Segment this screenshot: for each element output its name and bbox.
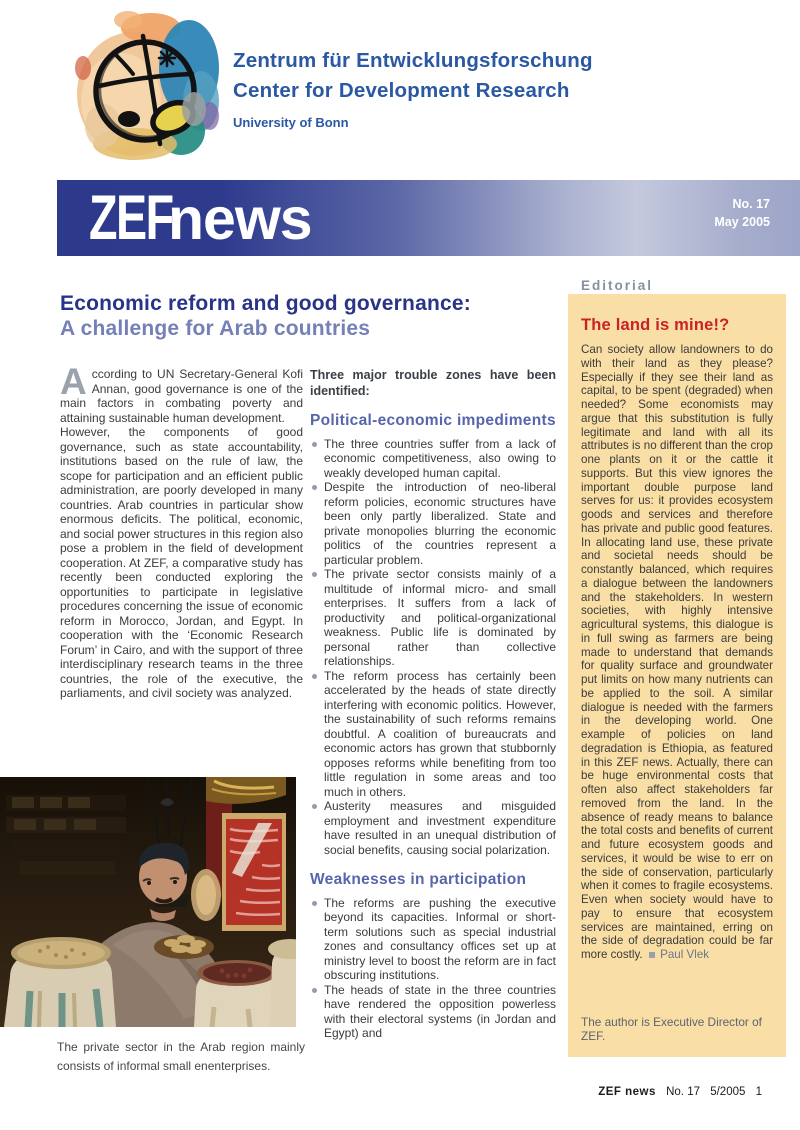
footer-brand: ZEF news <box>598 1086 656 1098</box>
bullet-item: The heads of state in the three countries have rendered the opposition powerless with their electoral systems (in Jordan and Egypt) and <box>310 983 556 1041</box>
photo-caption: The private sector in the Arab region mainly consists of informal small enenterprises. <box>57 1040 305 1073</box>
editorial-author: Paul Vlek <box>660 948 710 961</box>
dropcap: A <box>60 367 87 402</box>
newsletter-title <box>57 182 312 253</box>
article-left-column <box>60 367 303 749</box>
masthead <box>233 46 593 130</box>
section-heading-participation: Weaknesses in participation <box>310 871 527 888</box>
bullet-item: Austerity measures and misguided employment and investment expenditure have resulted in an unequal distribution of social benefits, causing social polarization. <box>310 799 556 857</box>
issue-date: May 2005 <box>714 215 770 229</box>
bullet-item: The reforms are pushing the executive beyond its capacities. Informal or short-term solutions such as special industrial zones and consultancy offices set up at ministry level to boost the reform are in fact obscuring institutions. <box>310 896 556 983</box>
article-paragraph-2: However, the components of good governance, such as state accountability, institutions based on the rule of law, the scope for participation and an efficient public administration, are poorly developed in many countries. Arab countries in particular show enormous deficits. The political, economic, and social power structures in this region also pose a problem in the field of development cooperation. At ZEF, a comparative study has recently been conducted exploring the opportunities to participate in legislative procedures concerning the issue of economic reform in Morocco, Jordan, and Egypt. In cooperation with the ‘Economic Research Forum’ in Cairo, and with the support of three interdisciplinary research teams in the three countries, the role of the executive, the parliaments, and civil society was analyzed. <box>60 425 303 700</box>
newsletter-banner <box>57 180 800 256</box>
footer-page-number: 1 <box>755 1086 762 1098</box>
trouble-zones-intro: Three major trouble zones have been identified: <box>310 368 556 398</box>
article-title-line2: A challenge for Arab countries <box>60 317 371 340</box>
footer-date: 5/2005 <box>710 1086 746 1098</box>
bullet-item: The reform process has certainly been accelerated by the heads of state directly interfering with economic politics. However, the sustainability of such reforms remains doubtful. A coalition of bureaucrats and economic actors has grown that stubbornly opposes reforms while benefiting from too little regulation in some areas and too much in others. <box>310 669 556 800</box>
editorial-author-note: The author is Executive Director of ZEF. <box>581 1015 762 1043</box>
section-heading-political: Political-economic impediments <box>310 412 556 429</box>
editorial-label: Editorial <box>581 278 654 293</box>
paragraph-1-text: ccording to UN Secretary-General Kofi Annan, good governance is one of the main factors in combating poverty and attaining sustainable human development. <box>60 367 303 425</box>
bullet-item: Despite the introduction of neo-liberal reform policies, economic structures have been only partly liberalized. State and private monopolies blurring the economic politics of the countries represent a particular problem. <box>310 480 556 567</box>
square-marker-icon <box>649 952 655 958</box>
bullet-item: The three countries suffer from a lack of economic competitiveness, also owing to weakly developed human capital. <box>310 437 556 481</box>
org-name-en: Center for Development Research <box>233 79 570 102</box>
editorial-box <box>568 294 786 1057</box>
org-name-de: Zentrum für Entwicklungsforschung <box>233 49 593 72</box>
article-middle-column <box>310 367 556 1065</box>
market-photo <box>0 777 296 1027</box>
banner-zef-text: ZEF <box>89 182 173 253</box>
zef-logo-icon <box>73 6 223 161</box>
bullet-item: The private sector consists mainly of a multitude of informal micro- and small enterprises. It suffers from a lack of productivity and political-organizational weakness. Public life is dominated by personal rather than collective relationships. <box>310 567 556 669</box>
org-university: University of Bonn <box>233 115 349 130</box>
editorial-body <box>581 343 773 962</box>
banner-news-text: news <box>168 185 312 252</box>
editorial-body-text: Can society allow landowners to do with their land as they please? Especially if they see their land as capital, to be spent (degraded) when needed? Some economists may argue that this substitution is fully legitimate and land with all its attributes is no different than the crop one plants on it or the cattle it supports. But this view ignores the important double purpose land serves for us: it provides ecosystem goods and services and therefore has private and public good features. In allocating land use, these private and societal needs should be constantly balanced, which requires a dialogue between the landowners and the stakeholders. In western societies, with highly intensive agricultural systems, this dialogue is in full swing as farmers are being made to understand that demands for quality surface and groundwater put limits on how many nutrients can be applied to the soil. A similar dialogue is needed with the farmers in the developing world. One example of policies on land degradation is Ethiopia, as featured in this ZEF news. Actually, there can be huge environmental costs that often also affect stakeholders far removed from the land. In the absence of ready means to balance the total costs and benefits of current and future ecosystem goods and services, it would be wise to err on the side of conservation, particularly when it comes to fragile ecosystems. Even when society would have to pay to ensure that ecosystem services are maintained, erring on the side of degradation could be far more costly. <box>581 343 773 961</box>
issue-number: No. 17 <box>732 197 770 211</box>
article-title <box>60 291 471 341</box>
issue-info <box>714 195 770 231</box>
article-title-line1: Economic reform and good governance: <box>60 292 471 315</box>
page-footer <box>598 1086 762 1098</box>
article-paragraph-1 <box>60 367 303 425</box>
editorial-heading: The land is mine!? <box>581 316 730 334</box>
footer-issue: No. 17 <box>666 1086 700 1098</box>
